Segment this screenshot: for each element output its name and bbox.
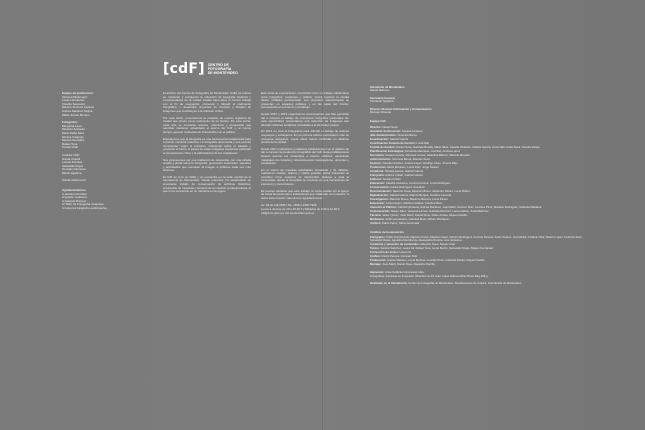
org-value: Daniel Martínez <box>370 88 390 93</box>
thanks-title: Agradecimientos: <box>62 188 87 193</box>
org-value: Marcelo Rivarola <box>370 110 391 115</box>
credit-role: Educación: <box>370 200 386 205</box>
credit-names: Claudia Ordoñez, Andrés López, Rodrigo Vives, Jimena Rigo <box>382 160 458 165</box>
org-value: Fernando Nopitsch <box>370 99 394 104</box>
credit-role: Curaduría y selección de contenidos: <box>370 242 420 247</box>
org-line <box>370 108 588 115</box>
list-item: Pablo Jurado Moreno <box>62 112 90 117</box>
team-title: Equipo CdF <box>370 119 386 124</box>
credit-role: Fotógrafos: <box>370 234 386 239</box>
body-paragraph: Por esta razón, promovemos la creación de nuevos registros de ciudad que sirvan como testimonio de su tiempo. De esta forma, cada año se convocan autores, colectivos y propuestas que permitan mantener actualizado el acervo del CdF y, al mismo tiempo, generar instancias de intercambio con el público. <box>163 115 251 134</box>
logo-line: FOTOGRAFÍA <box>207 66 232 71</box>
credit-role: Documentación: <box>370 188 392 193</box>
credit-names: Mauricio Sosa, Sergio Vidal <box>420 242 455 247</box>
list-item: Mónica Cadenas <box>62 134 84 139</box>
credit-names: Daniel Sosa, Gabriela Bonilla, Mario Silva, Claudia Ordoñez, Gabriel García, Lucía Nalí, Carla Sosa, Victoria Varela <box>396 144 540 149</box>
photographers-title: Fotógrafos: <box>62 120 79 125</box>
body-paragraph: El archivo del Centro de Fotografía de Montevideo (CdF) se enfocó en mantener y enriquecer la colección de fotografía histórica y contemporánea de la ciudad. Desde hace años el Centro trabaja con el fin de resguardar, conservar y difundir el patrimonio fotográfico, y desarrollar proyectos de creación y difusión de imágenes que contribuyan a la reflexión crítica. <box>163 91 251 113</box>
credit-names: Laura Gil <box>399 250 411 255</box>
credit-role: Coordinación: <box>370 136 389 141</box>
credit-role: Coordinación Sistema de Gestión: <box>370 140 416 145</box>
curators-list <box>62 158 112 176</box>
credit-line <box>370 263 588 266</box>
credit-names: Sandra Sánchez, Laura Gil, Rafael Tena, Lucía Bertini, Sebastián Rojas, Miguel Fernández <box>380 246 494 251</box>
list-item: Lucas Hernández <box>62 98 85 103</box>
list-item: Gisela Urquidi <box>62 156 81 161</box>
credit-names: Fernando Manrique, Lía Díaz, Andrea López <box>404 148 461 153</box>
credit-names: Gabriel García <box>389 136 408 141</box>
body-column-right <box>261 92 349 215</box>
institution-credits-column <box>370 86 588 290</box>
credit-names: Pablo Porciúncula, Marcelo Conte, Mauricio Saez, Ramiro Rodríguez, Antonio Pessoa, Fabio Suárez, Lía Ghioldi, Cristina Vidal, Nelson Lopez, Federico Ruiz, Sebastián Rojas, Agustina Mendiondo, Alessandra Pereira, Luis Verissimo <box>370 234 583 243</box>
org-title: Intendente de Montevideo <box>370 85 405 89</box>
credit-names: Juan Martí, Daniel Pose, Alejandro Parrilla <box>382 262 435 267</box>
credit-role: Administración: <box>370 156 392 161</box>
org-title: Director División Información y Comunicación <box>370 106 432 111</box>
credit-role: Producción: <box>370 164 387 169</box>
body-paragraph: Desde 2007 y 2013 organizamos convocatorias que han permitido dar a conocer el trabajo de numerosos fotógrafos nacionales. En esta oportunidad, presentamos una selección de imágenes que abordan distintas temáticas vinculadas a la identidad urbana. <box>261 111 349 127</box>
credit-role: Jefe Administrativo: <box>370 132 397 137</box>
credit-role: Comunicación: <box>370 208 391 213</box>
credit-names: Nicolás Liendo, Gabriel García <box>384 168 424 173</box>
credit-names: Susana Acosta, Vanessa Lemos, Valentina Blanco, Marcelo Méndez <box>385 152 470 157</box>
body-paragraph: Nos proponemos ser una institución de referencia, con una mirada amplia y plural sobre la fotografía, generando contenidos, espacios y actividades que acerquen la imagen a públicos cada vez más diversos. <box>163 157 251 173</box>
print-note: Fotografías: impresas en Impresión Ultrachrome K3 color, papel Hahnemühle Photo Rag 308 g. <box>370 273 489 278</box>
left-credits-column <box>62 92 112 215</box>
credit-role: Mediateca: <box>370 216 385 221</box>
list-item: Ximena Riedemann <box>62 94 88 99</box>
body-paragraph: Desde 2007 producimos y editamos publicaciones con el objetivo de dar a conocer la producción fotográfica del CdF. Estas publicaciones buscan acercar los contenidos a nuevos públicos, generando materiales de consulta y referencia para investigadores, docentes y estudiantes. <box>261 146 349 166</box>
credit-names: Lucía Nalí <box>416 140 430 145</box>
credit-names: Verónica Berna <box>397 132 417 137</box>
list-item: Margarita Leiva <box>62 123 82 128</box>
credit-role: Gráfica: <box>370 254 381 259</box>
credit-names: Mauricio Sosa, Mauricio Bruno, Alejandro Núñez, Lucía Núñez <box>392 188 471 193</box>
print-text: Artes Gráficas Impresoras Ltda. <box>384 270 425 275</box>
credits-section <box>370 231 588 266</box>
credit-role: Digitalización: <box>370 192 389 197</box>
other-line: Giselle Rabinovich <box>62 178 86 183</box>
credit-role: Asistente de Dirección: <box>370 128 402 133</box>
credit-role: Curaduría: <box>370 168 385 173</box>
contact-block <box>261 204 349 215</box>
list-item: Sandra Gonzalez <box>62 138 85 143</box>
realization-section <box>370 282 588 285</box>
body-column-left <box>163 92 251 197</box>
credits-list <box>370 236 588 267</box>
credit-role: Textos: <box>370 246 380 251</box>
list-item: Mario Peña Sáez <box>62 130 85 135</box>
body-paragraph: Es preciso destacar que este trabajo no sería posible sin el apoyo de todas las personas e instituciones que colaboran con nosotros. A todos ellos nuestro más sincero agradecimiento. <box>261 188 349 200</box>
contact-line: Av. 18 de Julio 885 | Tel. +598 2-1950 7966 <box>261 203 317 208</box>
credit-names: Mauricio Bruno, Mauricio Barrera, Lucía Rivero <box>389 196 448 201</box>
list-item: A todos los fotógrafos participantes <box>62 206 107 211</box>
credit-role: Atención al Público: <box>370 204 397 209</box>
credit-names: Andrés Cribari <box>382 176 401 181</box>
org-title: Secretaria General <box>370 95 395 100</box>
thanks-list <box>62 193 112 211</box>
cdf-logo <box>163 61 248 77</box>
list-item: Sebastián Rojas <box>62 163 84 168</box>
photographers-section <box>62 121 112 150</box>
production-team-section <box>62 92 112 117</box>
print-title: Impresión: <box>370 270 385 275</box>
credit-names: Daniel Sosa <box>382 124 398 129</box>
body-paragraph: El CdF se creó en 2002 y se encuentra en la sede central de la Intendencia de Montevideo. Desde entonces, ha desarrollado un importante trabajo de conservación de archivos históricos, producción de muestras y fomento de la creación contemporánea, lo que lo ha convertido en un referente en la región. <box>163 174 251 194</box>
credit-role: Comité de Gestión: <box>370 144 396 149</box>
credit-role: Planificación Estratégica: <box>370 148 405 153</box>
org-line <box>370 97 588 104</box>
body-paragraph: En 2014 se creó el Fotograma para difundir el trabajo de autores uruguayos y extranjeros. En su primera edición participaron más de cincuenta fotógrafos, cuyas obras fueron exhibidas en distintos puntos de la ciudad. <box>261 129 349 145</box>
credit-role: Montaje: <box>370 262 382 267</box>
credit-role: Técnica: <box>370 212 382 217</box>
credit-names: Susana Centeno <box>401 128 423 133</box>
credit-role: Educación: <box>370 180 386 185</box>
team-section <box>370 120 588 225</box>
credit-line <box>370 174 588 177</box>
thanks-section <box>62 189 112 211</box>
credit-names: Mauro Páez, Vanessa Lemos, Gabriela Ramírez, Laura Mattos, Sofía Martínez <box>390 208 489 213</box>
list-item: Al Taller de Fotografía Uruguaya <box>62 202 104 207</box>
credit-names: Gabriel Quintana, Andrea Martínez, Juan Martí, Carmen Ruiz, Lourdes Pinto, Mariano Rodríguez, Gabriela Maidana <box>397 204 542 209</box>
team-list <box>370 126 588 225</box>
credit-role: Investigación: <box>370 196 389 201</box>
logo-line: DE MONTEVIDEO <box>207 71 238 76</box>
body-paragraph: En el marco de nuestras actividades formativas y de difusión, realizamos charlas, talleres y visitas guiadas. Estas instancias se conciben como espacios de intercambio abiertos a toda la comunidad, donde la fotografía se convierte en una herramienta de expresión y conocimiento. <box>261 167 349 187</box>
list-item: Andrés Martínez Mujica <box>62 108 93 113</box>
credit-names: Julián Hernández, Gabriela Melo, Miriam Rodríguez <box>385 216 450 221</box>
photographers-list <box>62 125 112 150</box>
credit-names: Pablo Pérez, Silvia Carminatti <box>382 220 420 225</box>
list-item: Claudio Saavedra <box>62 101 85 106</box>
list-item: Marcos Jiménez Lecaros <box>62 105 95 110</box>
credit-role: Secretaría: <box>370 152 385 157</box>
contact-line: Lunes a viernes de 10 a 19.30 h | Sábados de 9.30 a 14.30 h <box>261 207 340 212</box>
contact-line: cdf@imm.gub.uy | cdf.montevideo.gub.uy <box>261 210 315 215</box>
realization-text: Centro de Fotografía de Montevideo, Departamento de Cultura, Intendencia de Montevideo <box>408 281 522 286</box>
curator-title: Curador CDF: <box>62 152 80 157</box>
org-line <box>370 86 588 93</box>
credit-role: Editores: <box>370 176 383 181</box>
production-team-list <box>62 96 112 118</box>
credit-role: Gestión: <box>370 160 382 165</box>
realization-title: Realizado en la Intendencia: <box>370 281 408 286</box>
list-item: Mauricio Acevedo <box>62 127 85 132</box>
body-paragraph: Esta serie de exposiciones, concebida como un trabajo colaborativo entre fotógrafos, curadores y público, busca explorar la ciudad desde múltiples perspectivas. Los proyectos seleccionados se presentan en espacios públicos y en las salas del Centro, promoviendo el encuentro y el diálogo. <box>261 91 349 110</box>
credit-line <box>370 222 588 225</box>
credit-names: Verónica Berna, Marcelo Sosa <box>392 156 430 161</box>
credit-names: Gabriel García, Marcos Borges, Gustavo Lacerda <box>389 192 452 197</box>
credit-names: Claudia Carrasco, Lorena Ferreira, Lucía Rodríguez <box>385 180 451 185</box>
credit-names: Andrés Cribari, Gabriel García <box>385 172 423 177</box>
list-item: A Ignacio Ledesma <box>62 195 87 200</box>
credit-role: Archivo: <box>370 220 382 225</box>
credit-names: Lucía Negrín, Martina Coldaro, Carolina Ríos <box>385 200 442 205</box>
credit-role: Fotografía: <box>370 172 385 177</box>
credit-names: Mario Martinez, Lucía Díaz, Jorge Suarez <box>387 164 439 169</box>
list-item: Martín Aguilera <box>62 170 82 175</box>
credit-role: Conservación: <box>370 184 390 189</box>
list-item: Lorena Fuentes <box>62 160 83 165</box>
print-section <box>370 271 588 278</box>
production-team-title: Equipo de producción: <box>62 91 94 95</box>
credit-role: Corrección de textos: <box>370 250 399 255</box>
list-item: A Jacinto González <box>62 191 87 196</box>
list-item: Rafael Tena <box>62 141 78 146</box>
body-paragraph: Entendemos que la fotografía es una herramienta fundamental para construir memoria colectiva. La fotografía documenta y nos permite comprender mejor el presente, reflexionar sobre el pasado y proyectar el futuro. A través de estas imágenes buscamos estimular el pensamiento crítico y la participación de los ciudadanos. <box>163 136 251 155</box>
logo-line: CENTRO DE <box>207 62 229 67</box>
credit-role: Director: <box>370 124 382 129</box>
credit-names: Andrés Mariano, Lucía Medina, Lourdes Pinto, Gabriela Noblía, Miguel Castillo <box>386 258 485 263</box>
cdf-logo-text <box>208 63 248 75</box>
cdf-logo-mark: [cdF] <box>163 61 205 77</box>
list-item: A Gerardo Romero <box>62 198 87 203</box>
list-item: Cecilia Vidal <box>62 145 78 150</box>
curators-section <box>62 154 112 176</box>
credit-names: Carlos Rodríguez, Ana Ruiz <box>390 184 425 189</box>
credits-title: Créditos de la exposición <box>370 230 404 235</box>
credit-names: Martín Pereira, Gonzalo Ruiz <box>381 254 418 259</box>
credit-role: Producción: <box>370 258 387 263</box>
credit-names: Javier Quiroz, Juan Martí, Daniel Pose, Pablo Arrieta, Miguel Castillo <box>382 212 468 217</box>
list-item: Gonzalo Carmona <box>62 167 86 172</box>
